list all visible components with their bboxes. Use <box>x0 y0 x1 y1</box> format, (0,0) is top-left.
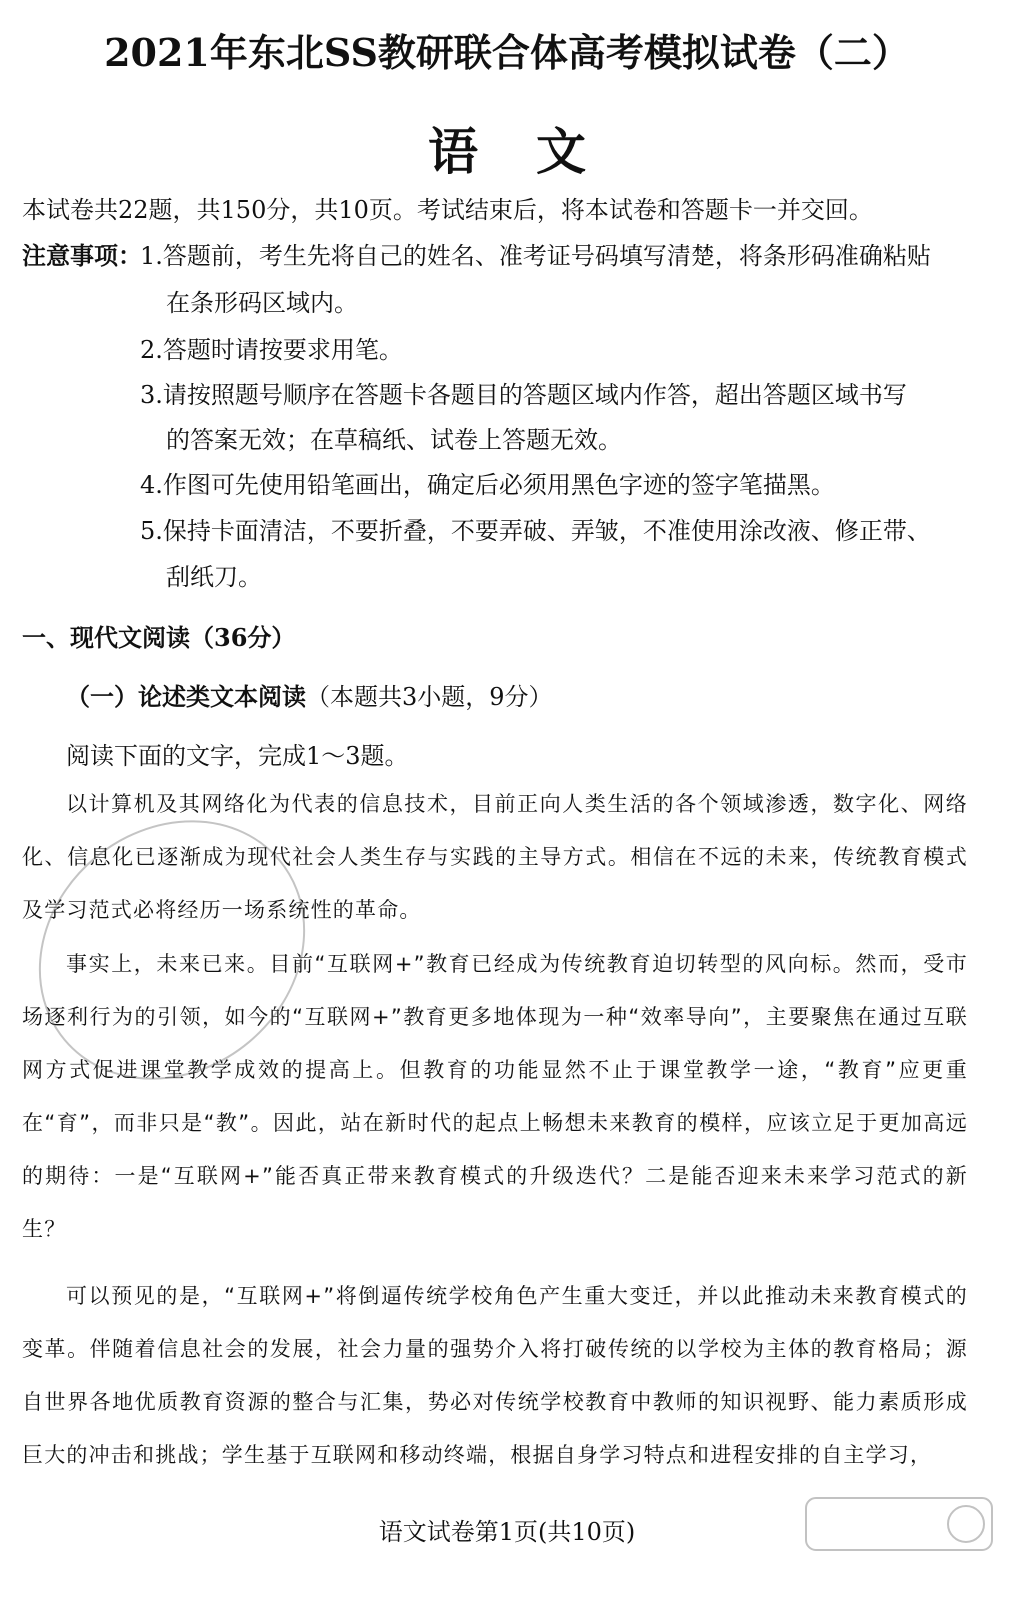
page-footer: 语文试卷第1页(共10页) <box>378 1518 636 1546</box>
passage-paragraph: 可以预见的是，“互联网+”将倒逼传统学校角色产生重大变迁，并以此推动未来教育模式的变革。伴随着信息社会的发展，社会力量的强势介入将打破传统的以学校为主体的教育格局；源自世界各地优质教育资源的整合与汇集，势必对传统学校教育中教师的知识视野、能力素质形成巨大的冲击和挑战；学生基于互联网和移动终端，根据自身学习特点和进程安排的自主学习， <box>22 1284 968 1467</box>
notice-item: 5.保持卡面清洁，不要折叠，不要弄破、弄皱，不准使用涂改液、修正带、 <box>140 517 931 545</box>
notice-item: 的答案无效；在草稿纸、试卷上答题无效。 <box>166 426 622 454</box>
notice-label: 注意事项： <box>22 241 142 270</box>
exam-title: 2021年东北SS教研联合体高考模拟试卷（二） <box>104 30 910 75</box>
notice-item: 1.答题前，考生先将自己的姓名、准考证号码填写清楚，将条形码准确粘贴 <box>140 242 931 270</box>
subsection-label: （一）论述类文本阅读 <box>66 682 306 711</box>
subsection-note: （本题共3小题，9分） <box>306 683 553 711</box>
passage-paragraph: 事实上，未来已来。目前“互联网+”教育已经成为传统教育迫切转型的风向标。然而，受市场逐利行为的引领，如今的“互联网+”教育更多地体现为一种“效率导向”，主要聚焦在通过互联网方式促进课堂教学成效的提高上。但教育的功能显然不止于课堂教学一途，“教育”应更重在“育”，而非只是“教”。因此，站在新时代的起点上畅想未来教育的模样，应该立足于更加高远的期待：一是“互联网+”能否真正带来教育模式的升级迭代？二是能否迎来未来学习范式的新生？ <box>22 952 968 1241</box>
notice-item: 刮纸刀。 <box>166 563 262 591</box>
answer-site-watermark <box>804 1496 994 1586</box>
notice-item: 4.作图可先使用铅笔画出，确定后必须用黑色字迹的签字笔描黑。 <box>140 471 835 499</box>
reading-instruction: 阅读下面的文字，完成1～3题。 <box>66 742 409 770</box>
exam-intro: 本试卷共22题，共150分，共10页。考试结束后，将本试卷和答题卡一并交回。 <box>22 196 873 224</box>
oval-stamp-watermark <box>22 800 322 1100</box>
section-heading: 一、现代文阅读（36分） <box>22 623 296 652</box>
passage-paragraph: 以计算机及其网络化为代表的信息技术，目前正向人类生活的各个领域渗透，数字化、网络化、信息化已逐渐成为现代社会人类生存与实践的主导方式。相信在不远的未来，传统教育模式及学习范式必将经历一场系统性的革命。 <box>22 792 968 922</box>
notice-item: 2.答题时请按要求用笔。 <box>140 336 403 364</box>
notice-item: 在条形码区域内。 <box>166 289 358 317</box>
subject-title: 语文 <box>428 122 644 181</box>
notice-item: 3.请按照题号顺序在答题卡各题目的答题区域内作答，超出答题区域书写 <box>140 381 907 409</box>
subsection-heading <box>66 677 553 712</box>
